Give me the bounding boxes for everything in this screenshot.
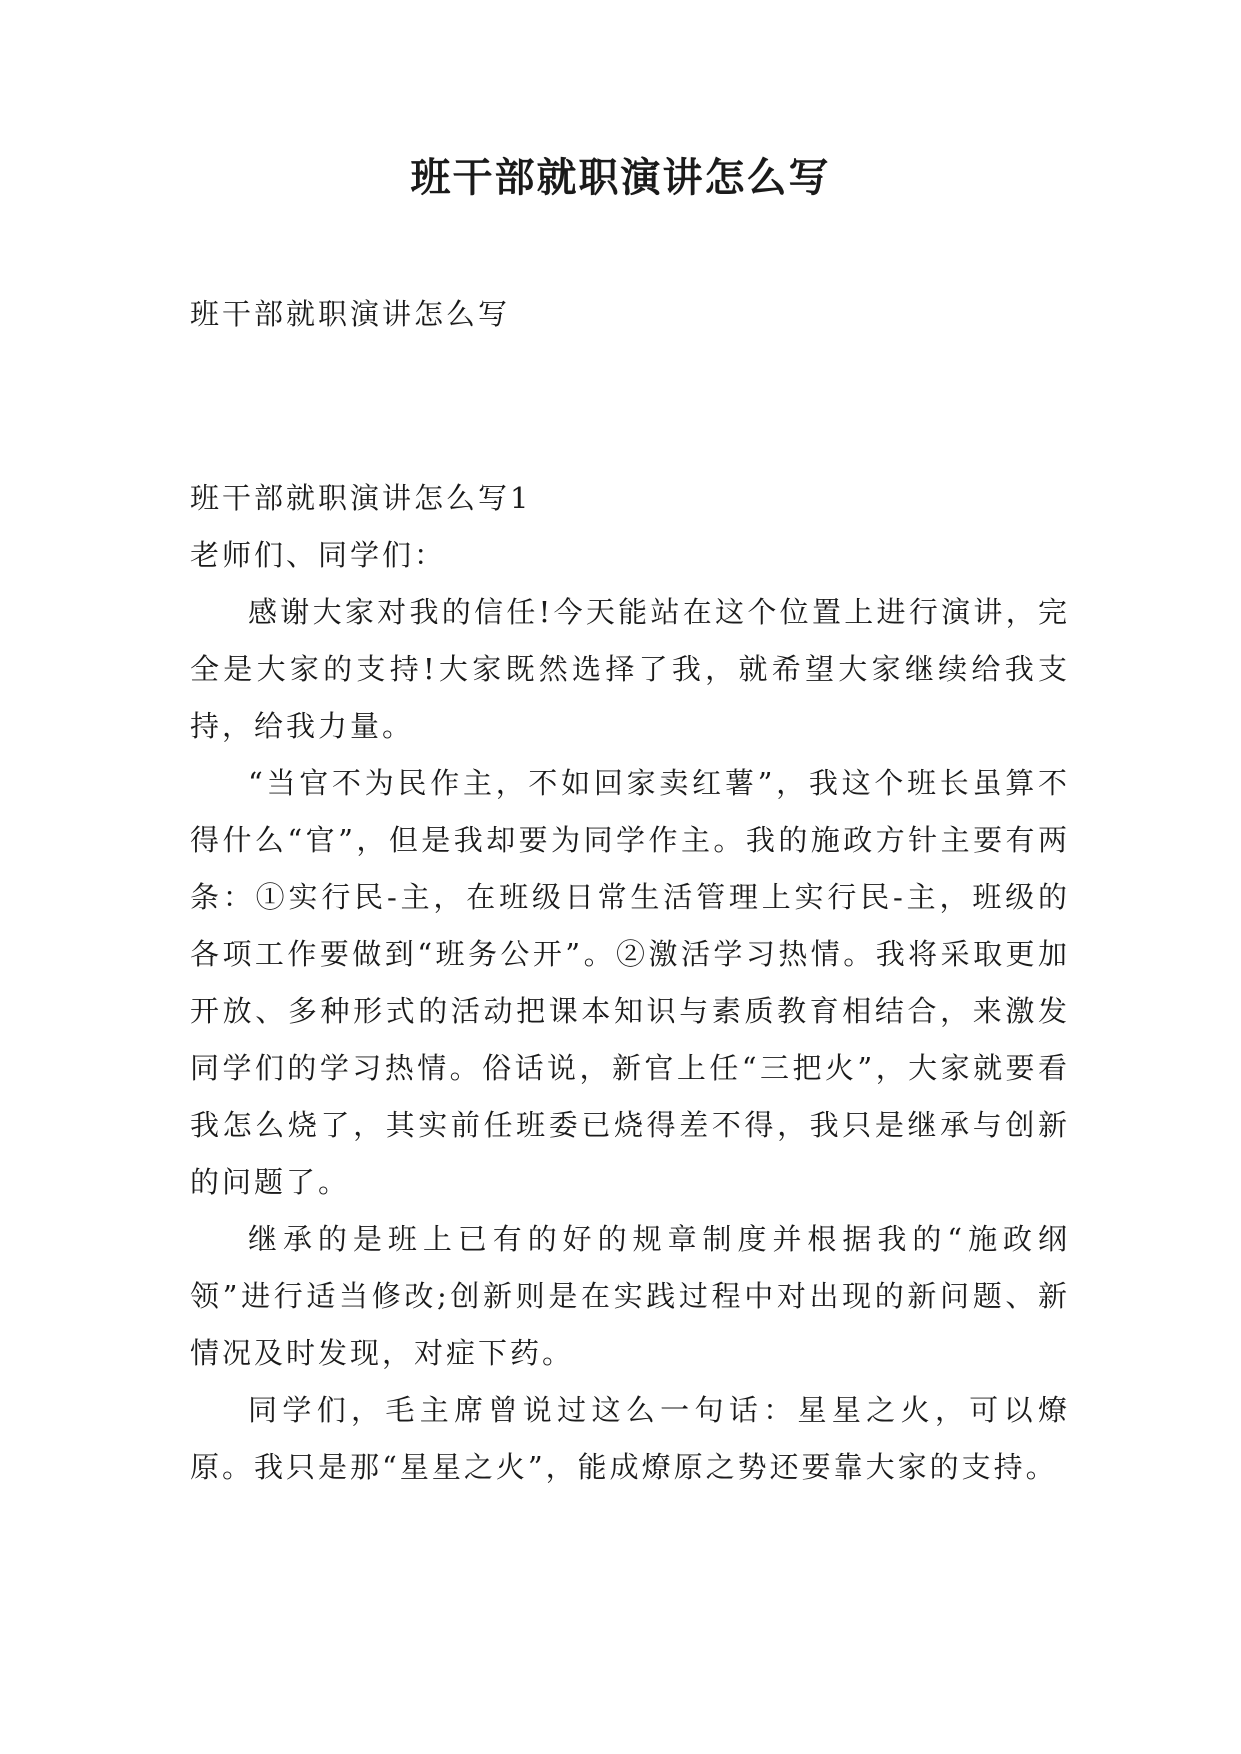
document-title: 班干部就职演讲怎么写 (410, 155, 831, 201)
body-paragraph: 继承的是班上已有的好的规章制度并根据我的“施政纲领”进行适当修改;创新则是在实践过程中对出现的新问题、新情况及时发现，对症下药。 (190, 1222, 1070, 1370)
body-paragraph: “当官不为民作主，不如回家卖红薯”，我这个班长虽算不得什么“官”，但是我却要为同学作主。我的施政方针主要有两条：①实行民-主，在班级日常生活管理上实行民-主，班级的各项工作要做到“班务公开”。②激活学习热情。我将采取更加开放、多种形式的活动把课本知识与素质教育相结合，来激发同学们的学习热情。俗话说，新官上任“三把火”，大家就要看我怎么烧了，其实前任班委已烧得差不得，我只是继承与创新的问题了。 (190, 766, 1070, 1199)
salutation: 老师们、同学们： (190, 538, 447, 572)
body-paragraph: 同学们，毛主席曾说过这么一句话：星星之火，可以燎原。我只是那“星星之火”，能成燎原之势还要靠大家的支持。 (190, 1393, 1070, 1484)
document-body (190, 470, 1070, 1496)
section-heading: 班干部就职演讲怎么写1 (190, 481, 532, 515)
document-subtitle: 班干部就职演讲怎么写 (190, 297, 511, 331)
body-paragraph: 感谢大家对我的信任!今天能站在这个位置上进行演讲，完全是大家的支持!大家既然选择了我，就希望大家继续给我支持，给我力量。 (190, 595, 1070, 743)
